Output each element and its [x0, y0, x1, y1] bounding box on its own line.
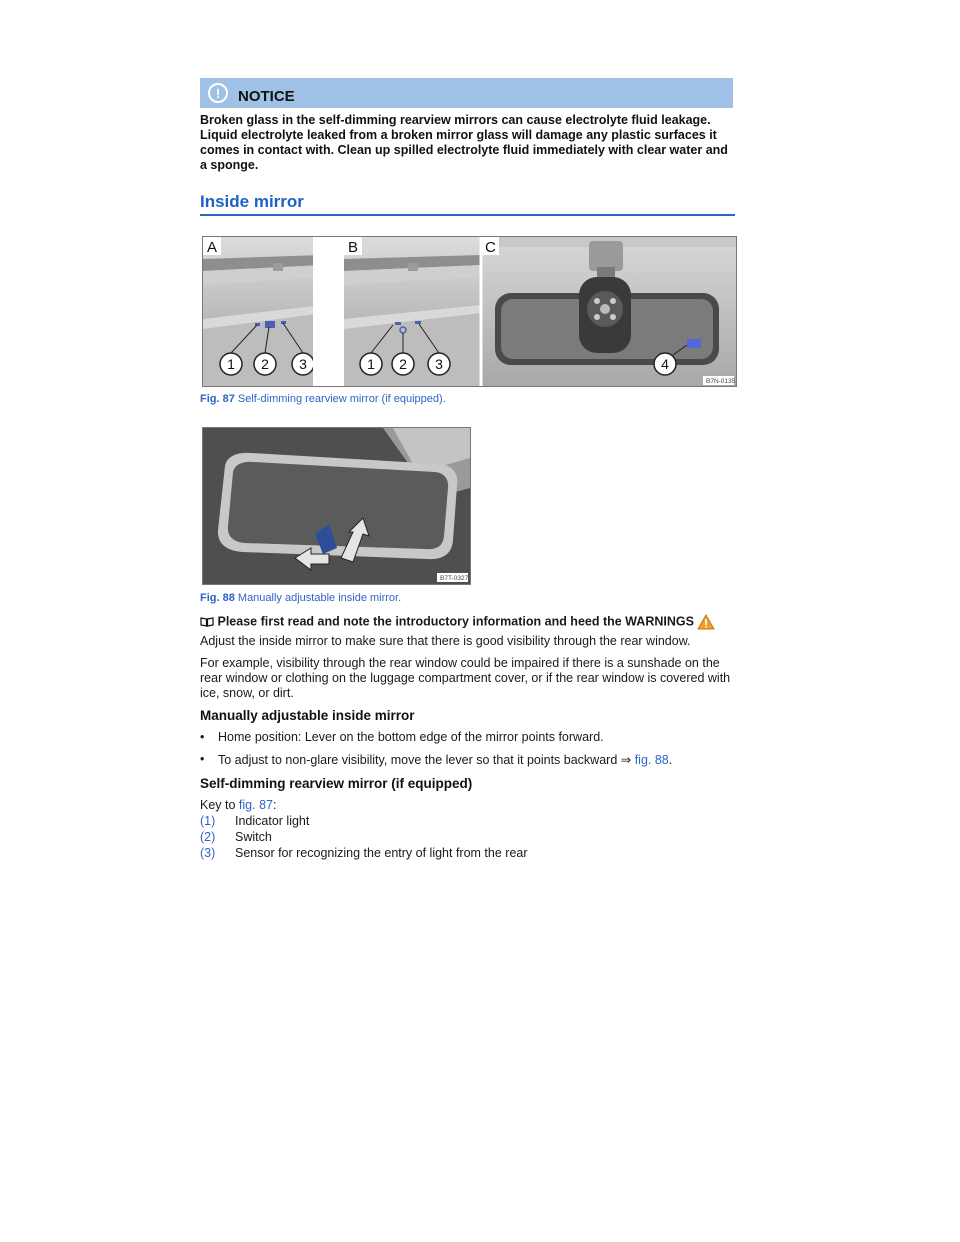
exclamation-circle-icon: !: [208, 83, 228, 103]
figure-87: [202, 236, 737, 387]
paragraph: Adjust the inside mirror to make sure that there is good visibility through the rear window.: [200, 634, 691, 648]
callout-3: 3: [435, 356, 443, 372]
callout-1: 1: [227, 356, 235, 372]
panel-a-label: A: [207, 239, 218, 256]
figure-code: B7T-0327: [440, 575, 469, 582]
book-icon: [200, 617, 214, 627]
callout-1: 1: [367, 356, 375, 372]
caption-text: Manually adjustable inside mirror.: [237, 592, 402, 604]
caption-number: Fig. 88: [200, 592, 235, 604]
key-line: Key to fig. 87:: [200, 798, 277, 812]
key-label: Indicator light: [235, 814, 310, 828]
callout-2: 2: [399, 356, 407, 372]
panel-b: [344, 237, 481, 386]
key-number: (3): [200, 846, 216, 860]
manual-page: [200, 0, 736, 1242]
panel-c-label: C: [485, 239, 496, 256]
bullet-dot: •: [200, 752, 205, 766]
panel-c: [481, 237, 736, 386]
figure-88-caption: [200, 592, 401, 604]
warning-triangle-icon: [697, 614, 715, 630]
intro-text: Please first read and note the introductory information and heed the WARNINGS: [217, 614, 694, 629]
notice-title: NOTICE: [238, 87, 295, 105]
figure-88: [202, 427, 471, 585]
selfdim-heading: Self-dimming rearview mirror (if equipped): [200, 776, 473, 791]
intro-line: [200, 614, 736, 630]
figure-87-illustration: [203, 237, 736, 386]
fig-87-link[interactable]: fig. 87: [238, 798, 273, 812]
callout-4: 4: [661, 356, 669, 372]
callout-2: 2: [261, 356, 269, 372]
fig-88-link[interactable]: fig. 88: [634, 753, 669, 767]
section-title: Inside mirror: [200, 192, 735, 216]
key-number: (1): [200, 814, 216, 828]
figure-88-illustration: [203, 428, 470, 584]
figure-code: B7N-0135: [706, 378, 736, 385]
caption-text: Self-dimming rearview mirror (if equipped).: [237, 393, 446, 405]
key-label: Switch: [235, 830, 272, 844]
callout-3: 3: [299, 356, 307, 372]
list-item-text: Home position: Lever on the bottom edge of the mirror points forward.: [218, 730, 604, 744]
paragraph: For example, visibility through the rear window could be impaired if there is a sunshade on the rear window or clothing on the luggage compartment cover, or if the rear window is covered with ice, snow, or dirt.: [200, 656, 731, 700]
panel-b-label: B: [348, 239, 359, 256]
notice-bar: [200, 78, 733, 108]
key-number: (2): [200, 830, 216, 844]
bullet-dot: •: [200, 730, 205, 744]
notice-text: Broken glass in the self-dimming rearview mirrors can cause electrolyte fluid leakage. Liquid electrolyte leaked from a broken mirror glass will damage any plastic surfaces it comes in contact with. Clean up spilled electrolyte fluid immediately with clear water and a sponge.: [200, 113, 728, 172]
key-label: Sensor for recognizing the entry of light from the rear: [235, 846, 528, 860]
caption-number: Fig. 87: [200, 393, 235, 405]
list-item-text: To adjust to non-glare visibility, move the lever so that it points backward ⇒ fig. 88.: [218, 753, 673, 767]
manual-heading: Manually adjustable inside mirror: [200, 708, 415, 723]
figure-87-caption: [200, 393, 446, 405]
